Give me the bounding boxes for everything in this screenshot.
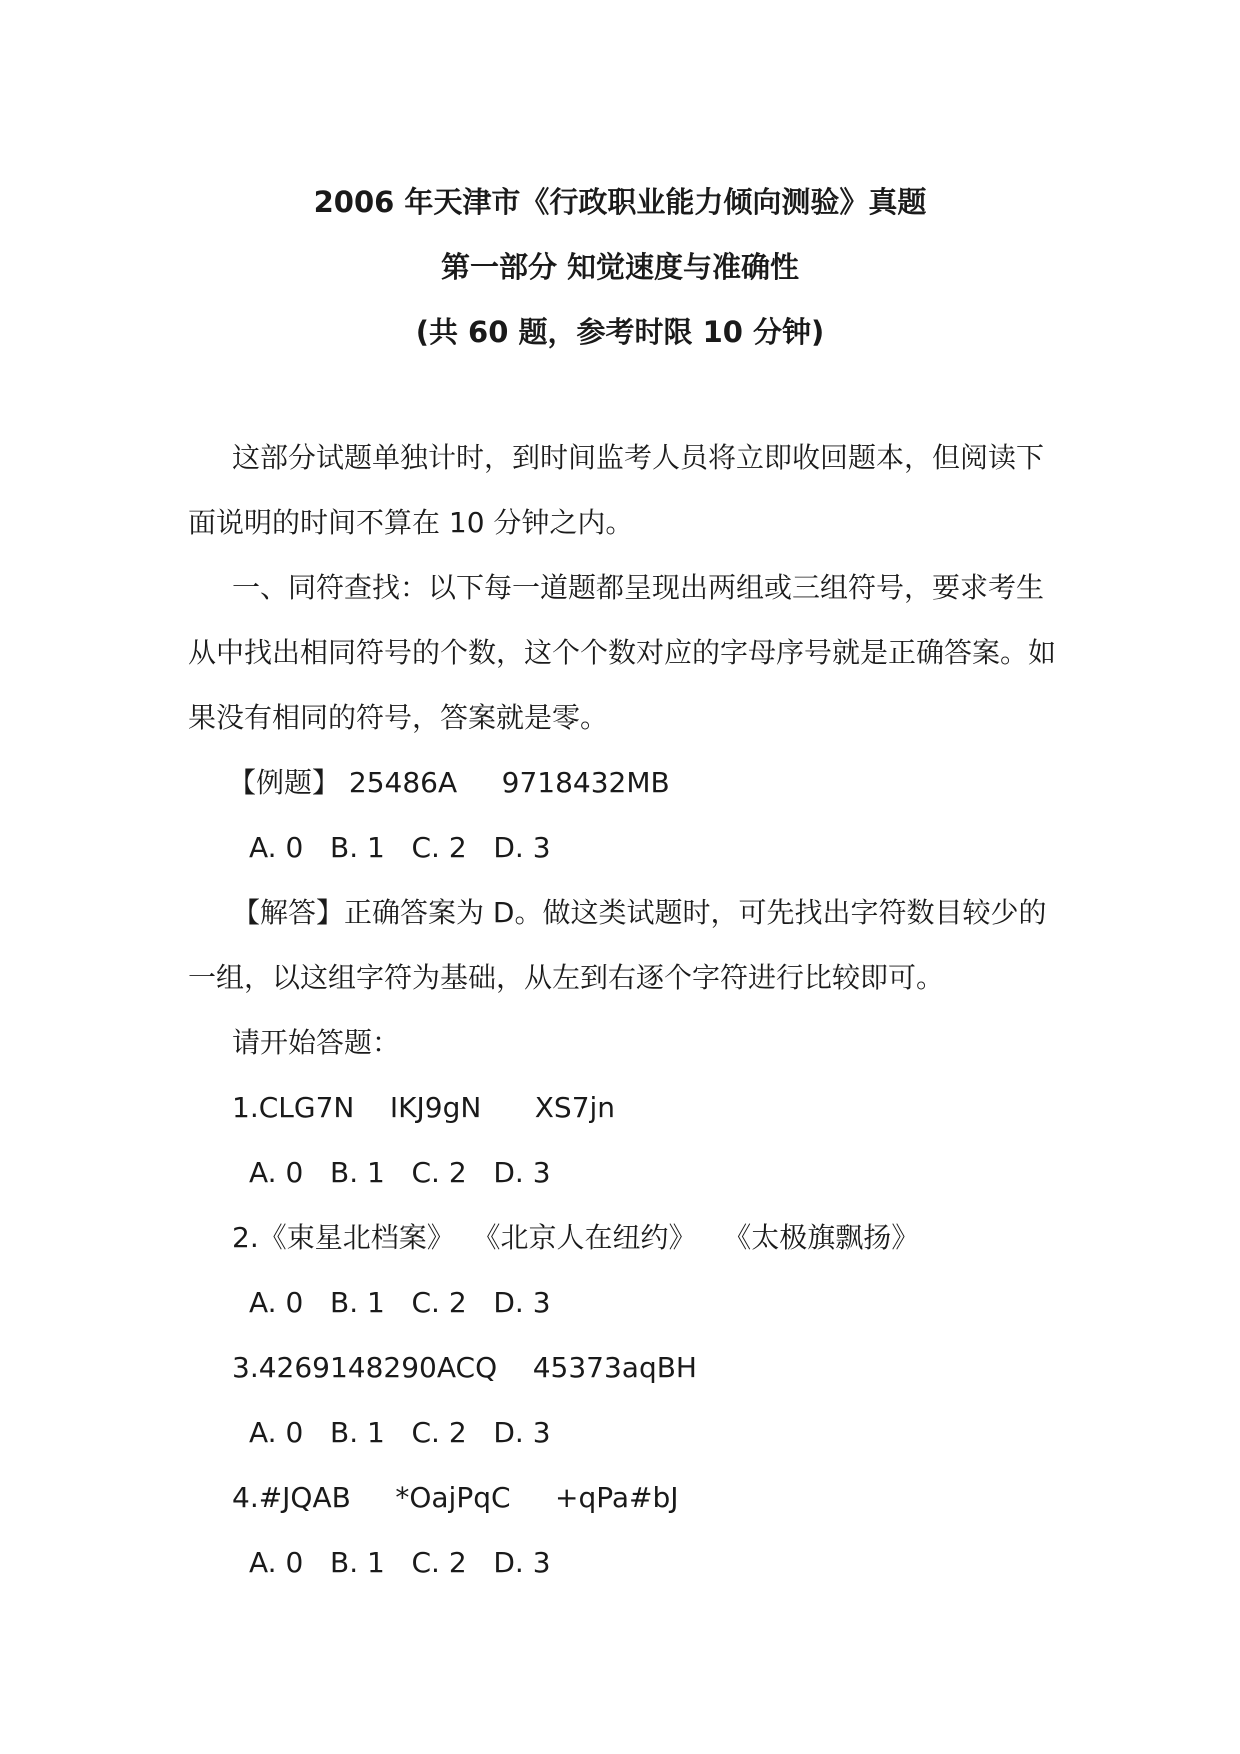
time-note: (共 60 题，参考时限 10 分钟) — [415, 315, 825, 349]
question-4: 4.#JQAB *OajPqC +qPa#bJ — [232, 1481, 679, 1514]
instruction-paragraph: 一、同符查找：以下每一道题都呈现出两组或三组符号，要求考生从中找出相同符号的个数，这个个数对应的字母序号就是正确答案。如果没有相同的符号，答案就是零。 — [188, 571, 1057, 734]
example-question: 【例题】 25486A 9718432MB — [228, 766, 670, 799]
example-answer: 【解答】正确答案为 D。做这类试题时，可先找出字符数目较少的一组，以这组字符为基础，从左到右逐个字符进行比较即可。 — [188, 896, 1047, 994]
question-1: 1.CLG7N IKJ9gN XS7jn — [232, 1091, 616, 1124]
document-body — [188, 425, 1058, 1595]
example-options: A. 0 B. 1 C. 2 D. 3 — [249, 831, 551, 864]
page-title: 2006 年天津市《行政职业能力倾向测验》真题 — [313, 185, 927, 219]
question-2: 2.《束星北档案》 《北京人在纽约》 《太极旗飘扬》 — [232, 1221, 920, 1254]
start-prompt: 请开始答题： — [232, 1026, 401, 1059]
question-1-options: A. 0 B. 1 C. 2 D. 3 — [249, 1156, 551, 1189]
question-3-options: A. 0 B. 1 C. 2 D. 3 — [249, 1416, 551, 1449]
question-2-options: A. 0 B. 1 C. 2 D. 3 — [249, 1286, 551, 1319]
question-3: 3.4269148290ACQ 45373aqBH — [232, 1351, 697, 1384]
intro-paragraph: 这部分试题单独计时，到时间监考人员将立即收回题本，但阅读下面说明的时间不算在 10 分钟之内。 — [188, 441, 1045, 539]
part-heading: 第一部分 知觉速度与准确性 — [440, 250, 800, 284]
question-4-options: A. 0 B. 1 C. 2 D. 3 — [249, 1546, 551, 1579]
title-block — [0, 170, 1240, 365]
